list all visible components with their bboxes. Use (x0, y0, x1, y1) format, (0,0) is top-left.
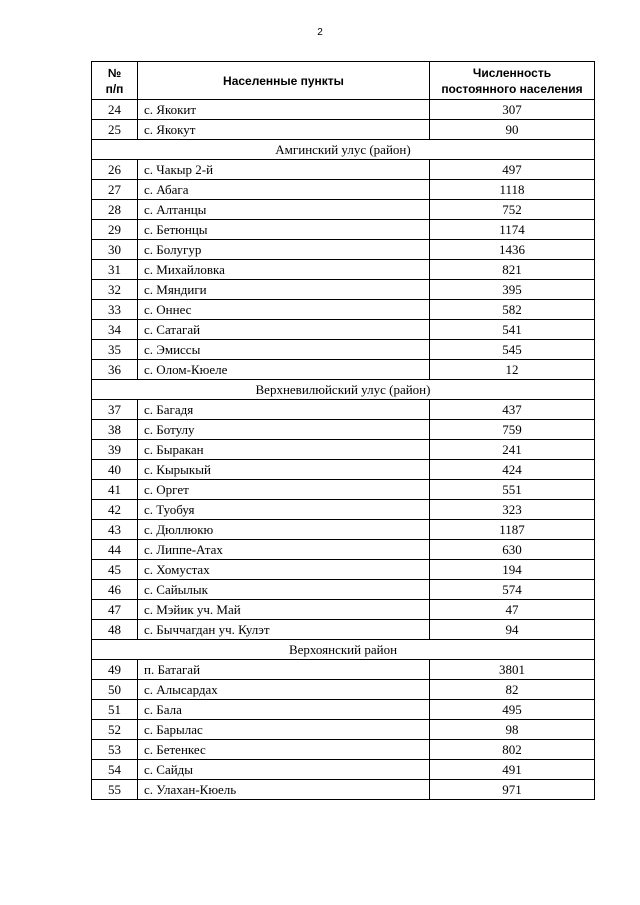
population-count: 1187 (430, 520, 595, 540)
table-row (92, 100, 595, 120)
settlement-name: с. Сайды (138, 760, 430, 780)
table-header (92, 62, 595, 100)
population-count: 545 (430, 340, 595, 360)
population-count: 395 (430, 280, 595, 300)
row-number: 32 (92, 280, 138, 300)
population-count: 752 (430, 200, 595, 220)
table-row (92, 420, 595, 440)
row-number: 47 (92, 600, 138, 620)
row-number: 24 (92, 100, 138, 120)
table-row (92, 320, 595, 340)
row-number: 43 (92, 520, 138, 540)
row-number: 37 (92, 400, 138, 420)
population-count: 437 (430, 400, 595, 420)
table-row (92, 720, 595, 740)
table-row (92, 260, 595, 280)
section-row (92, 140, 595, 160)
population-count: 551 (430, 480, 595, 500)
population-count: 307 (430, 100, 595, 120)
settlement-name: с. Болугур (138, 240, 430, 260)
table-row (92, 560, 595, 580)
population-count: 821 (430, 260, 595, 280)
settlement-name: с. Оннес (138, 300, 430, 320)
population-count: 94 (430, 620, 595, 640)
population-count: 971 (430, 780, 595, 800)
row-number: 27 (92, 180, 138, 200)
population-count: 241 (430, 440, 595, 460)
settlement-name: с. Эмиссы (138, 340, 430, 360)
table-row (92, 280, 595, 300)
table-row (92, 780, 595, 800)
settlement-name: с. Чакыр 2-й (138, 160, 430, 180)
row-number: 42 (92, 500, 138, 520)
table-row (92, 400, 595, 420)
row-number: 31 (92, 260, 138, 280)
settlement-name: с. Бала (138, 700, 430, 720)
settlement-name: с. Кырыкый (138, 460, 430, 480)
page-number: 2 (317, 27, 323, 38)
section-title: Верхоянский район (92, 640, 595, 660)
row-number: 52 (92, 720, 138, 740)
row-number: 51 (92, 700, 138, 720)
header-row (92, 62, 595, 100)
header-number-line1: № (107, 65, 122, 80)
population-count: 491 (430, 760, 595, 780)
population-count: 630 (430, 540, 595, 560)
header-number (92, 62, 138, 100)
table-row (92, 180, 595, 200)
row-number: 25 (92, 120, 138, 140)
table-row (92, 680, 595, 700)
population-table (91, 61, 595, 800)
settlement-name: с. Дюллюкю (138, 520, 430, 540)
settlement-name: с. Быракан (138, 440, 430, 460)
table-row (92, 240, 595, 260)
row-number: 49 (92, 660, 138, 680)
table-row (92, 740, 595, 760)
settlement-name: с. Сатагай (138, 320, 430, 340)
table-row (92, 580, 595, 600)
table-row (92, 220, 595, 240)
table-row (92, 600, 595, 620)
population-count: 82 (430, 680, 595, 700)
row-number: 53 (92, 740, 138, 760)
population-count: 574 (430, 580, 595, 600)
table-row (92, 200, 595, 220)
table-row (92, 540, 595, 560)
table-row (92, 620, 595, 640)
settlement-name: с. Алтанцы (138, 200, 430, 220)
settlement-name: с. Бетенкес (138, 740, 430, 760)
settlement-name: с. Хомустах (138, 560, 430, 580)
population-count: 47 (430, 600, 595, 620)
settlement-name: с. Алысардах (138, 680, 430, 700)
settlement-name: с. Мэйик уч. Май (138, 600, 430, 620)
settlement-name: с. Мяндиги (138, 280, 430, 300)
table-row (92, 300, 595, 320)
population-count: 3801 (430, 660, 595, 680)
settlement-name: с. Улахан-Кюель (138, 780, 430, 800)
header-settlements: Населенные пункты (138, 62, 430, 100)
population-count: 424 (430, 460, 595, 480)
settlement-name: с. Ботулу (138, 420, 430, 440)
table-row (92, 760, 595, 780)
header-population (430, 62, 595, 100)
table-row (92, 700, 595, 720)
row-number: 55 (92, 780, 138, 800)
row-number: 48 (92, 620, 138, 640)
table-row (92, 340, 595, 360)
population-count: 759 (430, 420, 595, 440)
header-number-line2: п/п (105, 81, 124, 96)
settlement-name: с. Липпе-Атах (138, 540, 430, 560)
row-number: 46 (92, 580, 138, 600)
population-count: 90 (430, 120, 595, 140)
section-row (92, 640, 595, 660)
table-row (92, 520, 595, 540)
population-count: 12 (430, 360, 595, 380)
population-count: 1174 (430, 220, 595, 240)
table-row (92, 660, 595, 680)
settlement-name: с. Якокит (138, 100, 430, 120)
settlement-name: п. Батагай (138, 660, 430, 680)
settlement-name: с. Бетюнцы (138, 220, 430, 240)
population-count: 541 (430, 320, 595, 340)
row-number: 35 (92, 340, 138, 360)
table-row (92, 440, 595, 460)
row-number: 41 (92, 480, 138, 500)
settlement-name: с. Якокут (138, 120, 430, 140)
table-row (92, 120, 595, 140)
row-number: 39 (92, 440, 138, 460)
table-row (92, 360, 595, 380)
section-row (92, 380, 595, 400)
row-number: 28 (92, 200, 138, 220)
population-count: 323 (430, 500, 595, 520)
settlement-name: с. Олом-Кюеле (138, 360, 430, 380)
header-population-line2: постоянного населения (441, 81, 583, 96)
section-title: Верхневилюйский улус (район) (92, 380, 595, 400)
table-body (92, 100, 595, 800)
population-count: 194 (430, 560, 595, 580)
row-number: 33 (92, 300, 138, 320)
header-population-line1: Численность (472, 65, 552, 80)
settlement-name: с. Абага (138, 180, 430, 200)
settlement-name: с. Багадя (138, 400, 430, 420)
row-number: 54 (92, 760, 138, 780)
population-count: 98 (430, 720, 595, 740)
population-count: 1118 (430, 180, 595, 200)
settlement-name: с. Барылас (138, 720, 430, 740)
table-row (92, 460, 595, 480)
population-count: 582 (430, 300, 595, 320)
population-count: 495 (430, 700, 595, 720)
row-number: 45 (92, 560, 138, 580)
settlement-name: с. Туобуя (138, 500, 430, 520)
row-number: 44 (92, 540, 138, 560)
row-number: 29 (92, 220, 138, 240)
population-count: 802 (430, 740, 595, 760)
table-row (92, 160, 595, 180)
table-row (92, 500, 595, 520)
row-number: 38 (92, 420, 138, 440)
row-number: 36 (92, 360, 138, 380)
population-count: 497 (430, 160, 595, 180)
settlement-name: с. Быччагдан уч. Кулэт (138, 620, 430, 640)
row-number: 40 (92, 460, 138, 480)
settlement-name: с. Михайловка (138, 260, 430, 280)
row-number: 26 (92, 160, 138, 180)
table-row (92, 480, 595, 500)
row-number: 34 (92, 320, 138, 340)
settlement-name: с. Сайылык (138, 580, 430, 600)
row-number: 30 (92, 240, 138, 260)
population-count: 1436 (430, 240, 595, 260)
settlement-name: с. Оргет (138, 480, 430, 500)
row-number: 50 (92, 680, 138, 700)
section-title: Амгинский улус (район) (92, 140, 595, 160)
